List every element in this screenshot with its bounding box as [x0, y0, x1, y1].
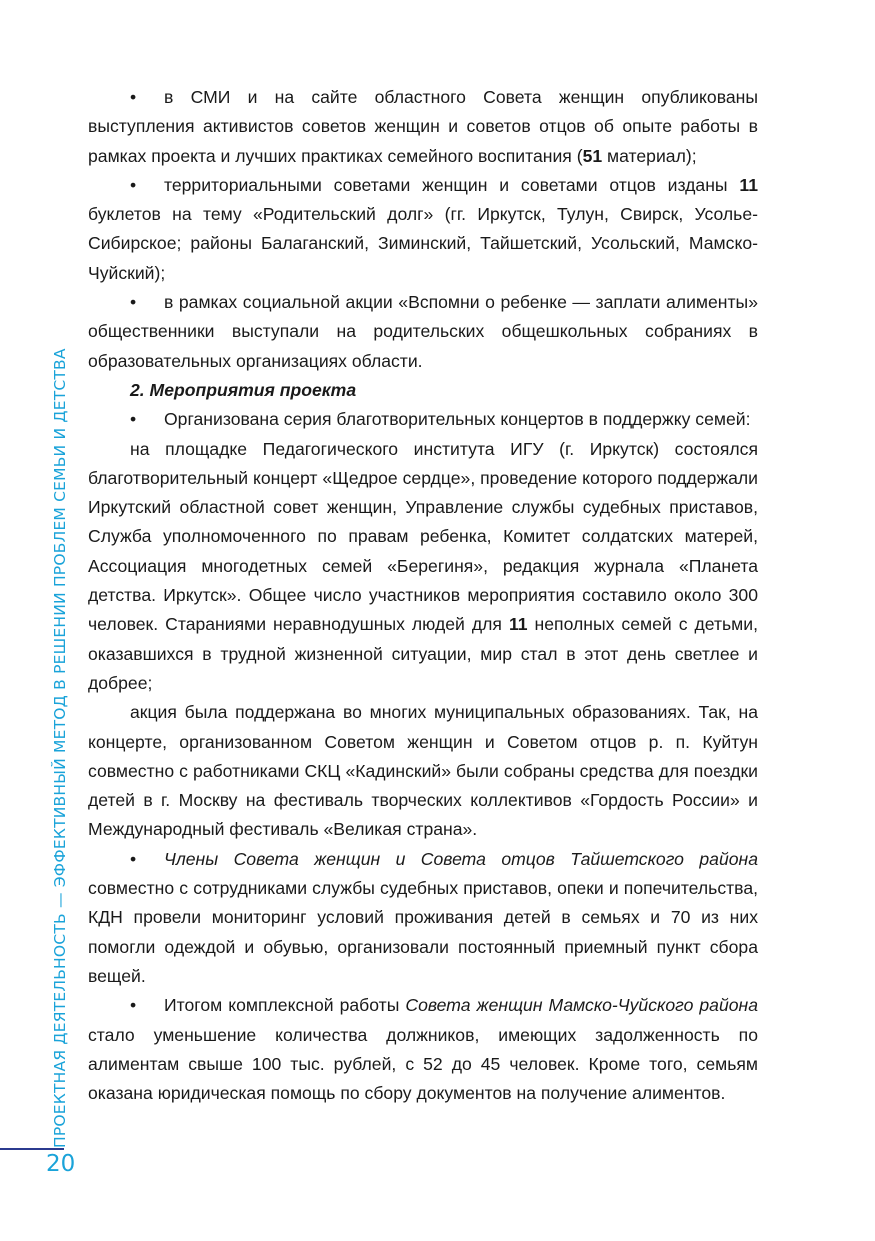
section-heading: 2. Мероприятия проекта [130, 379, 357, 400]
page-number-rule [0, 1148, 64, 1150]
running-title: ПРОЕКТНАЯ ДЕЯТЕЛЬНОСТЬ — ЭФФЕКТИВНЫЙ МЕТОД В РЕШЕНИИ ПРОБЛЕМ СЕМЬИ И ДЕТСТВА [51, 348, 69, 1148]
text: в СМИ и на сайте областного Совета женщин опубликованы выступления активистов советов женщин и советов отцов об опыте работы в рамках проекта и лучших практиках семейного воспитания ( [88, 87, 758, 166]
page-number: 20 [46, 1151, 76, 1177]
bullet-paragraph-booklets [88, 171, 758, 288]
bullet-paragraph-tayshet [88, 845, 758, 991]
text: стало уменьшение количества должников, имеющих задолженность по алиментам свыше 100 тыс. рублей, с 52 до 45 человек. Кроме того, семьям оказана юридическая помощь по сбору документов на получение алиментов. [88, 1024, 758, 1104]
text: на площадке Педагогического института ИГУ (г. Иркутск) состоялся благотворительный концерт «Щедрое сердце», проведение которого поддержали Иркутский областной совет женщин, Управление службы судебных приставов, Служба уполномоченного по правам ребенка, Комитет солдатских матерей, Ассоциация многодетных семей «Берегиня», редакция журнала «Планета детства. Иркутск». Общее число участников мероприятия составило около 300 человек. Стараниями неравнодушных людей для [88, 438, 758, 635]
text: материал); [602, 145, 697, 166]
page-body [88, 83, 758, 1108]
italic-text: Члены Совета женщин и Совета отцов Тайшетского района [164, 848, 758, 869]
text: территориальными советами женщин и советами отцов изданы [164, 174, 740, 195]
bullet-paragraph-concerts: • Организована серия благотворительных концертов в поддержку семей: [88, 405, 758, 434]
text: неполных семей с детьми, оказавшихся в трудной жизненной ситуации, мир стал в этот день светлее и добрее; [88, 614, 758, 693]
text: Итогом комплексной работы [164, 995, 406, 1016]
bullet-paragraph-action: • в рамках социальной акции «Вспомни о ребенке — заплати алименты» общественники выступали на родительских общешкольных собраниях в образовательных организациях области. [88, 288, 758, 376]
paragraph-concert-irkutsk [88, 435, 758, 699]
bullet-paragraph-mamsko [88, 991, 758, 1108]
bold-number: 11 [739, 174, 758, 195]
text: буклетов на тему «Родительский долг» (гг. Иркутск, Тулун, Свирск, Усолье-Сибирское; районы Балаганский, Зиминский, Тайшетский, Усольский, Мамско-Чуйский); [88, 204, 758, 283]
italic-text: Совета женщин Мамско-Чуйского района [405, 995, 758, 1016]
paragraph-concert-kuytun: акция была поддержана во многих муниципальных образованиях. Так, на концерте, организованном Советом женщин и Советом отцов р. п. Куйтун совместно с работниками СКЦ «Кадинский» были собраны средства для поездки детей в г. Москву на фестиваль творческих коллективов «Гордость России» и Международный фестиваль «Великая страна». [88, 702, 758, 840]
bold-number: 51 [582, 145, 603, 166]
text: совместно с сотрудниками службы судебных приставов, опеки и попечительства, КДН провели мониторинг условий проживания детей в семьях и 70 из них помогли одеждой и обувью, организовали постоянный приемный пункт сбора вещей. [88, 878, 758, 986]
bold-number: 11 [508, 614, 528, 635]
bullet-paragraph-media [88, 83, 758, 171]
